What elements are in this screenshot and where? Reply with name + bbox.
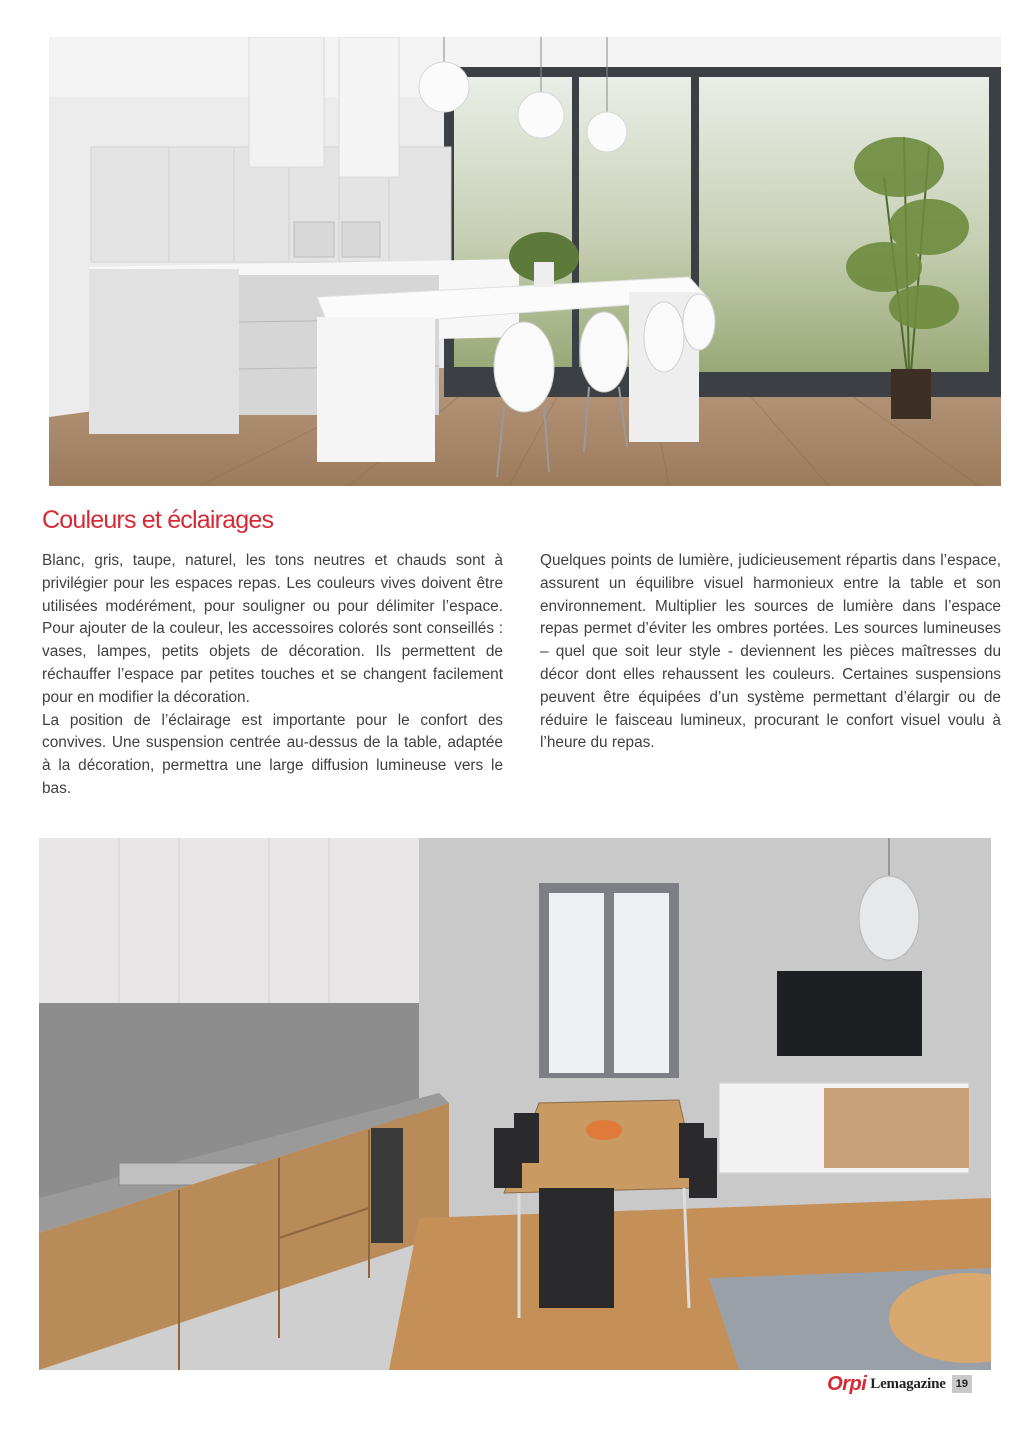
- article-right-column: [540, 550, 1001, 755]
- kitchen-dining-photo-bottom: [39, 838, 991, 1370]
- section-heading: Couleurs et éclairages: [42, 506, 274, 534]
- magazine-name: Lemagazine: [870, 1375, 946, 1392]
- page-number: 19: [952, 1375, 972, 1393]
- left-paragraph-2: La position de l’éclairage est importante pour le confort des convives. Une suspension centrée au-dessus de la table, adaptée à la décoration, permettra une large diffusion lumineuse vers le bas.: [42, 711, 503, 797]
- orpi-logo: Orpi: [827, 1372, 867, 1395]
- kitchen-dining-photo-top: [49, 37, 1001, 486]
- article-left-column: [42, 550, 503, 801]
- right-paragraph-1: Quelques points de lumière, judicieusement répartis dans l’espace, assurent un équilibre visuel harmonieux entre la table et son environnement. Multiplier les sources de lumière dans l’espace repas permet d’éviter les ombres portées. Les sources lumineuses – quel que soit leur style - deviennent les pièces maîtresses du décor dont elles rehaussent les couleurs. Certaines suspensions peuvent être équipées d’un système permettant d’élargir ou de réduire le faisceau lumineux, procurant le confort visuel voulu à l’heure du repas.: [540, 552, 1001, 752]
- page-footer: [827, 1372, 972, 1396]
- left-paragraph-1: Blanc, gris, taupe, naturel, les tons neutres et chauds sont à privilégier pour les espaces repas. Les couleurs vives doivent être utilisées modérément, pour souligner ou pour délimiter l’espace. Pour ajouter de la couleur, les accessoires colorés sont conseillés : vases, lampes, petits objets de décoration. Ils permettent de réchauffer l’espace par petites touches et se changent facilement pour en modifier la décoration.: [42, 552, 503, 706]
